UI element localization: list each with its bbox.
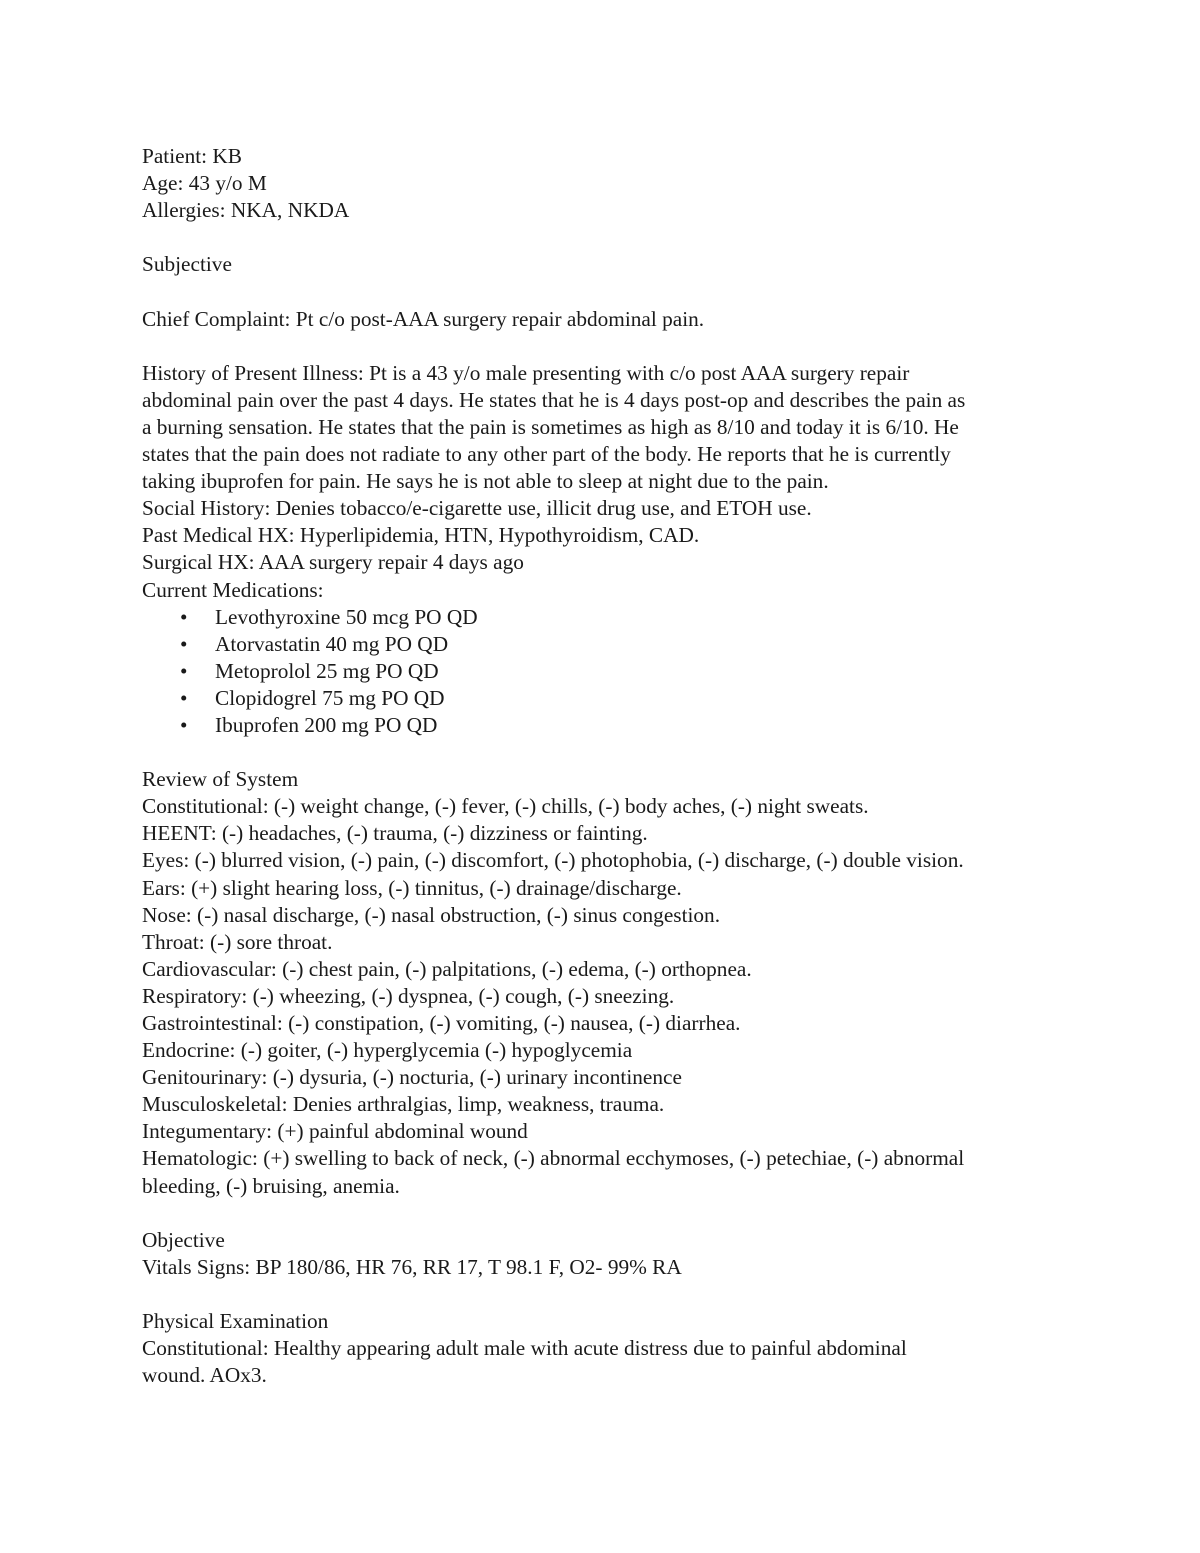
ros-line: Endocrine: (-) goiter, (-) hyperglycemia (-) hypoglycemia [142, 1038, 633, 1063]
medication-item [142, 712, 1072, 739]
ros-line: Respiratory: (-) wheezing, (-) dyspnea, (-) cough, (-) sneezing. [142, 983, 675, 1008]
hpi-line: abdominal pain over the past 4 days. He states that he is 4 days post-op and describes the pain as [142, 387, 966, 412]
review-of-systems [142, 793, 1072, 1199]
ros-line: Nose: (-) nasal discharge, (-) nasal obstruction, (-) sinus congestion. [142, 902, 721, 927]
spacer [142, 739, 1072, 766]
medication-text: Clopidogrel 75 mg PO QD [215, 685, 445, 710]
medication-item [142, 685, 1072, 712]
document-page [142, 143, 1072, 1389]
physical-exam-line: wound. AOx3. [142, 1363, 267, 1388]
medication-text: Ibuprofen 200 mg PO QD [215, 712, 438, 737]
patient-line: Patient: KB [142, 144, 242, 168]
ros-line: Cardiovascular: (-) chest pain, (-) palpitations, (-) edema, (-) orthopnea. [142, 956, 752, 981]
hpi-line: a burning sensation. He states that the pain is sometimes as high as 8/10 and today it is 6/10. He [142, 414, 959, 439]
ros-line: Throat: (-) sore throat. [142, 929, 333, 954]
ros-line: Hematologic: (+) swelling to back of neck, (-) abnormal ecchymoses, (-) petechiae, (-) abnormal [142, 1146, 965, 1171]
medication-text: Metoprolol 25 mg PO QD [215, 658, 439, 683]
spacer [142, 333, 1072, 360]
ros-line: Ears: (+) slight hearing loss, (-) tinnitus, (-) drainage/discharge. [142, 875, 682, 900]
ros-line: Eyes: (-) blurred vision, (-) pain, (-) discomfort, (-) photophobia, (-) discharge, (-) double vision. [142, 848, 964, 873]
hpi-line: History of Present Illness: Pt is a 43 y/o male presenting with c/o post AAA surgery repair [142, 360, 910, 385]
ros-line: Integumentary: (+) painful abdominal wound [142, 1119, 528, 1144]
physical-exam-line: Constitutional: Healthy appearing adult male with acute distress due to painful abdominal [142, 1336, 907, 1361]
current-medications-label: Current Medications: [142, 577, 324, 602]
physical-exam-heading: Physical Examination [142, 1309, 329, 1334]
chief-complaint: Chief Complaint: Pt c/o post-AAA surgery repair abdominal pain. [142, 306, 705, 331]
spacer [142, 1200, 1072, 1227]
medication-item [142, 604, 1072, 631]
spacer [142, 1281, 1072, 1308]
bullet-icon: • [180, 712, 188, 737]
objective-heading: Objective [142, 1227, 225, 1252]
surgical-history: Surgical HX: AAA surgery repair 4 days ago [142, 550, 524, 575]
past-medical-history: Past Medical HX: Hyperlipidemia, HTN, Hypothyroidism, CAD. [142, 523, 700, 548]
ros-line: Gastrointestinal: (-) constipation, (-) vomiting, (-) nausea, (-) diarrhea. [142, 1011, 741, 1035]
ros-line: Musculoskeletal: Denies arthralgias, limp, weakness, trauma. [142, 1092, 665, 1117]
social-history: Social History: Denies tobacco/e-cigarette use, illicit drug use, and ETOH use. [142, 496, 812, 521]
ros-line: Constitutional: (-) weight change, (-) fever, (-) chills, (-) body aches, (-) night sweats. [142, 794, 869, 819]
age-line: Age: 43 y/o M [142, 171, 267, 196]
vital-signs: Vitals Signs: BP 180/86, HR 76, RR 17, T 98.1 F, O2- 99% RA [142, 1254, 682, 1279]
medication-item [142, 658, 1072, 685]
medication-text: Atorvastatin 40 mg PO QD [215, 631, 449, 656]
medication-text: Levothyroxine 50 mcg PO QD [215, 604, 478, 629]
spacer [142, 278, 1072, 305]
bullet-icon: • [180, 685, 188, 710]
history-of-present-illness [142, 360, 1072, 495]
allergies-line: Allergies: NKA, NKDA [142, 198, 350, 223]
hpi-line: taking ibuprofen for pain. He says he is not able to sleep at night due to the pain. [142, 469, 829, 494]
ros-line: Genitourinary: (-) dysuria, (-) nocturia, (-) urinary incontinence [142, 1065, 682, 1090]
medication-list [142, 604, 1072, 739]
bullet-icon: • [180, 658, 188, 683]
hpi-line: states that the pain does not radiate to any other part of the body. He reports that he is currently [142, 442, 951, 467]
bullet-icon: • [180, 604, 188, 629]
ros-line: HEENT: (-) headaches, (-) trauma, (-) dizziness or fainting. [142, 821, 648, 846]
ros-heading: Review of System [142, 767, 299, 792]
spacer [142, 224, 1072, 251]
ros-line: bleeding, (-) bruising, anemia. [142, 1173, 400, 1198]
bullet-icon: • [180, 631, 188, 656]
subjective-heading: Subjective [142, 252, 232, 277]
medication-item [142, 631, 1072, 658]
